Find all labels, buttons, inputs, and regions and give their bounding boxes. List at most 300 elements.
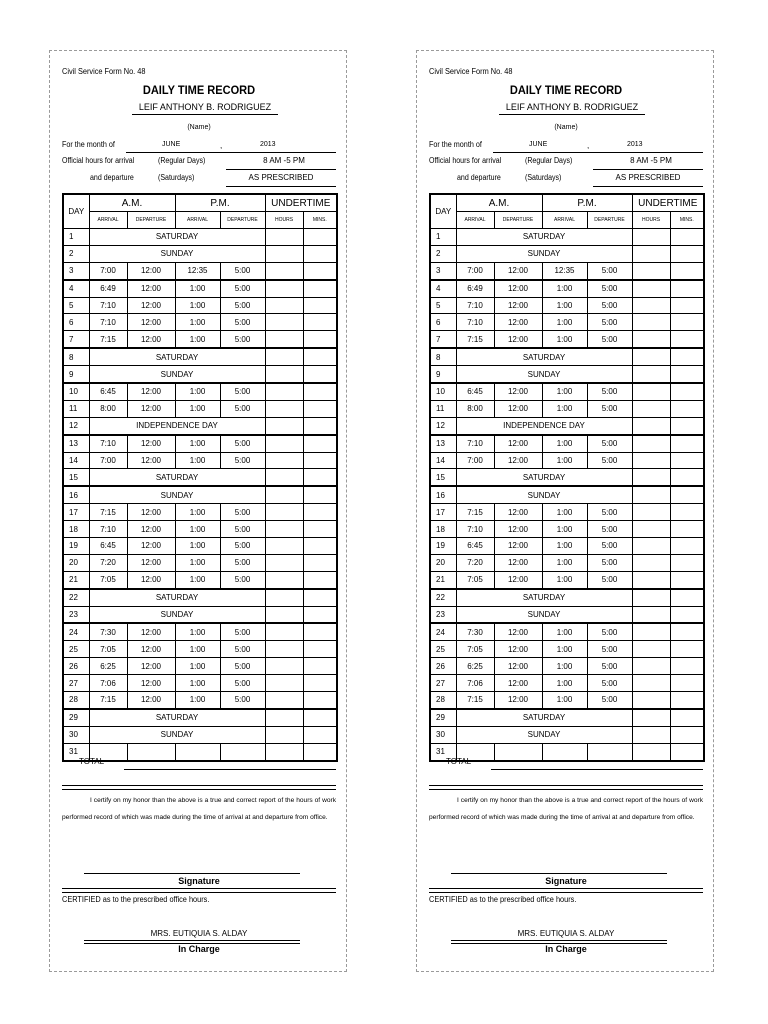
time-record-body — [430, 229, 704, 761]
day-cell: 1 — [63, 229, 89, 246]
saturday-hours-value: AS PRESCRIBED — [248, 173, 314, 182]
saturdays-label: (Saturdays) — [158, 173, 195, 182]
undertime-hours-cell — [632, 383, 670, 400]
day-note-cell: SATURDAY — [89, 469, 265, 486]
pm-departure-cell: 5:00 — [587, 521, 632, 538]
undertime-mins-cell — [303, 606, 337, 623]
day-note-cell: SUNDAY — [456, 606, 632, 623]
am-departure-header: DEPARTURE — [494, 212, 542, 229]
undertime-hours-header: HOURS — [632, 212, 670, 229]
pm-departure-header: DEPARTURE — [220, 212, 265, 229]
table-row — [430, 538, 704, 555]
month-underline — [493, 152, 703, 153]
pm-departure-cell: 5:00 — [220, 675, 265, 692]
pm-departure-cell: 5:00 — [587, 692, 632, 709]
am-arrival-cell: 7:15 — [89, 692, 127, 709]
am-departure-cell: 12:00 — [127, 658, 175, 675]
am-departure-cell: 12:00 — [127, 641, 175, 658]
table-row — [63, 314, 337, 331]
am-arrival-cell: 6:45 — [456, 538, 494, 555]
pm-arrival-cell: 1:00 — [542, 297, 587, 314]
day-cell: 30 — [430, 726, 456, 743]
am-arrival-cell: 7:15 — [89, 504, 127, 521]
certified-text: CERTIFIED as to the prescribed office hours. — [429, 895, 577, 904]
table-row — [430, 314, 704, 331]
pm-departure-cell: 5:00 — [587, 554, 632, 571]
undertime-hours-cell — [632, 675, 670, 692]
undertime-hours-cell — [632, 366, 670, 383]
day-note-cell: SUNDAY — [89, 726, 265, 743]
am-arrival-cell: 7:20 — [456, 554, 494, 571]
am-departure-cell: 12:00 — [494, 383, 542, 400]
am-departure-cell: 12:00 — [127, 452, 175, 469]
month-label: For the month of — [429, 140, 482, 149]
undertime-hours-cell — [632, 554, 670, 571]
day-cell: 15 — [430, 469, 456, 486]
day-cell: 16 — [430, 486, 456, 503]
time-record-table — [429, 193, 705, 762]
time-record-table — [62, 193, 338, 762]
table-row — [430, 400, 704, 417]
pm-arrival-cell: 1:00 — [175, 538, 220, 555]
double-divider — [62, 785, 336, 790]
form-number: Civil Service Form No. 48 — [429, 67, 513, 76]
undertime-hours-cell — [632, 314, 670, 331]
am-arrival-cell: 7:10 — [89, 297, 127, 314]
undertime-hours-cell — [265, 504, 303, 521]
undertime-hours-header: HOURS — [265, 212, 303, 229]
pm-arrival-cell: 1:00 — [542, 504, 587, 521]
table-row — [63, 675, 337, 692]
regular-days-label: (Regular Days) — [158, 156, 206, 165]
am-arrival-cell: 7:05 — [89, 571, 127, 588]
undertime-hours-cell — [265, 641, 303, 658]
undertime-mins-cell — [303, 245, 337, 262]
am-header: A.M. — [89, 194, 175, 212]
day-cell: 10 — [430, 383, 456, 400]
month-value: JUNE — [162, 141, 181, 148]
official-hours-label: Official hours for arrival — [429, 156, 502, 165]
day-cell: 9 — [63, 366, 89, 383]
pm-departure-cell: 5:00 — [587, 504, 632, 521]
day-note-cell: SUNDAY — [456, 486, 632, 503]
pm-departure-cell: 5:00 — [587, 280, 632, 297]
day-cell: 18 — [63, 521, 89, 538]
pm-arrival-header: ARRIVAL — [542, 212, 587, 229]
pm-departure-cell: 5:00 — [587, 571, 632, 588]
undertime-hours-cell — [265, 383, 303, 400]
am-header: A.M. — [456, 194, 542, 212]
saturday-hours-row — [429, 172, 703, 188]
am-arrival-cell: 6:49 — [89, 280, 127, 297]
am-departure-cell: 12:00 — [494, 675, 542, 692]
day-note-cell: SUNDAY — [456, 245, 632, 262]
saturday-hours-underline — [226, 186, 336, 187]
day-note-cell: SATURDAY — [456, 589, 632, 606]
day-cell: 15 — [63, 469, 89, 486]
undertime-mins-cell — [670, 348, 704, 365]
am-departure-cell: 12:00 — [127, 675, 175, 692]
in-charge-name: MRS. EUTIQUIA S. ALDAY — [150, 929, 248, 938]
am-arrival-cell: 7:10 — [456, 435, 494, 452]
am-arrival-cell: 7:20 — [89, 554, 127, 571]
am-departure-cell: 12:00 — [127, 623, 175, 640]
undertime-mins-cell — [670, 658, 704, 675]
undertime-mins-cell — [670, 486, 704, 503]
undertime-mins-cell — [670, 469, 704, 486]
day-note-cell: SUNDAY — [89, 486, 265, 503]
day-note-cell: INDEPENDENCE DAY — [89, 417, 265, 434]
pm-arrival-cell: 1:00 — [175, 521, 220, 538]
undertime-mins-header: MINS. — [303, 212, 337, 229]
pm-arrival-cell: 1:00 — [542, 623, 587, 640]
undertime-mins-cell — [670, 245, 704, 262]
undertime-hours-cell — [632, 469, 670, 486]
day-cell: 31 — [63, 743, 89, 760]
day-cell: 1 — [430, 229, 456, 246]
undertime-hours-cell — [265, 623, 303, 640]
day-cell: 5 — [430, 297, 456, 314]
undertime-hours-cell — [265, 658, 303, 675]
undertime-hours-cell — [632, 538, 670, 555]
table-row — [430, 658, 704, 675]
pm-departure-cell: 5:00 — [587, 538, 632, 555]
undertime-hours-cell — [632, 348, 670, 365]
pm-arrival-cell: 1:00 — [175, 314, 220, 331]
pm-arrival-cell: 1:00 — [542, 400, 587, 417]
day-cell: 4 — [63, 280, 89, 297]
am-departure-cell: 12:00 — [494, 400, 542, 417]
undertime-mins-cell — [670, 521, 704, 538]
undertime-hours-cell — [265, 521, 303, 538]
undertime-hours-cell — [265, 297, 303, 314]
undertime-hours-cell — [632, 417, 670, 434]
undertime-mins-cell — [303, 589, 337, 606]
day-cell: 6 — [430, 314, 456, 331]
table-row — [63, 486, 337, 503]
table-row — [430, 486, 704, 503]
total-label: TOTAL — [79, 757, 105, 766]
day-cell: 26 — [430, 658, 456, 675]
am-arrival-cell: 7:10 — [456, 314, 494, 331]
official-hours-label: Official hours for arrival — [62, 156, 135, 165]
day-cell: 12 — [430, 417, 456, 434]
pm-arrival-cell: 1:00 — [542, 435, 587, 452]
day-cell: 3 — [63, 262, 89, 279]
undertime-hours-cell — [265, 280, 303, 297]
undertime-hours-cell — [632, 726, 670, 743]
table-row — [430, 589, 704, 606]
form-number: Civil Service Form No. 48 — [62, 67, 146, 76]
pm-arrival-cell: 1:00 — [175, 692, 220, 709]
am-arrival-cell: 8:00 — [456, 400, 494, 417]
undertime-mins-cell — [670, 262, 704, 279]
undertime-mins-cell — [670, 571, 704, 588]
signature-line — [451, 873, 667, 874]
undertime-mins-cell — [303, 486, 337, 503]
undertime-hours-cell — [632, 589, 670, 606]
name-label: (Name) — [187, 124, 211, 131]
pm-departure-cell: 5:00 — [220, 262, 265, 279]
am-arrival-cell: 7:00 — [89, 452, 127, 469]
undertime-mins-cell — [303, 229, 337, 246]
undertime-header: UNDERTIME — [632, 194, 704, 212]
pm-departure-cell: 5:00 — [587, 331, 632, 348]
am-departure-cell: 12:00 — [494, 571, 542, 588]
am-arrival-cell: 7:15 — [456, 504, 494, 521]
undertime-hours-cell — [632, 229, 670, 246]
undertime-mins-cell — [303, 435, 337, 452]
am-departure-cell: 12:00 — [494, 504, 542, 521]
pm-arrival-cell: 1:00 — [175, 675, 220, 692]
pm-departure-cell: 5:00 — [220, 641, 265, 658]
am-departure-cell: 12:00 — [127, 383, 175, 400]
table-row — [63, 435, 337, 452]
am-arrival-cell: 7:15 — [456, 331, 494, 348]
day-cell: 11 — [430, 400, 456, 417]
day-note-cell: SUNDAY — [89, 366, 265, 383]
undertime-mins-cell — [670, 692, 704, 709]
regular-hours-value: 8 AM -5 PM — [263, 156, 305, 165]
table-row — [430, 280, 704, 297]
undertime-mins-cell — [303, 400, 337, 417]
am-arrival-cell: 7:10 — [89, 435, 127, 452]
undertime-hours-cell — [632, 641, 670, 658]
am-departure-cell: 12:00 — [494, 623, 542, 640]
day-note-cell: SUNDAY — [456, 726, 632, 743]
undertime-hours-cell — [632, 262, 670, 279]
am-arrival-cell: 6:49 — [456, 280, 494, 297]
pm-departure-cell: 5:00 — [587, 641, 632, 658]
am-departure-cell: 12:00 — [494, 331, 542, 348]
undertime-mins-cell — [670, 452, 704, 469]
undertime-hours-cell — [265, 469, 303, 486]
pm-departure-cell: 5:00 — [587, 452, 632, 469]
day-cell: 20 — [63, 554, 89, 571]
am-arrival-cell: 7:06 — [456, 675, 494, 692]
am-departure-cell: 12:00 — [127, 504, 175, 521]
table-row — [430, 692, 704, 709]
pm-arrival-cell: 1:00 — [175, 383, 220, 400]
pm-departure-cell: 5:00 — [220, 521, 265, 538]
am-departure-cell: 12:00 — [127, 692, 175, 709]
day-cell: 3 — [430, 262, 456, 279]
undertime-hours-cell — [265, 262, 303, 279]
month-label: For the month of — [62, 140, 115, 149]
pm-arrival-cell: 1:00 — [175, 658, 220, 675]
table-row — [430, 262, 704, 279]
day-note-cell: SATURDAY — [456, 709, 632, 726]
undertime-hours-cell — [265, 571, 303, 588]
table-row — [430, 641, 704, 658]
am-departure-cell: 12:00 — [127, 314, 175, 331]
pm-departure-cell: 5:00 — [220, 452, 265, 469]
undertime-mins-cell — [670, 383, 704, 400]
am-arrival-cell: 7:10 — [456, 297, 494, 314]
pm-arrival-cell: 1:00 — [542, 658, 587, 675]
table-row — [430, 331, 704, 348]
undertime-mins-cell — [670, 435, 704, 452]
am-departure-cell: 12:00 — [127, 280, 175, 297]
name-label: (Name) — [554, 124, 578, 131]
total-label: TOTAL — [446, 757, 472, 766]
undertime-mins-cell — [670, 709, 704, 726]
total-row — [62, 757, 336, 769]
total-underline — [124, 769, 336, 770]
day-cell: 18 — [430, 521, 456, 538]
undertime-mins-cell — [303, 521, 337, 538]
table-row — [63, 538, 337, 555]
day-cell: 29 — [430, 709, 456, 726]
time-record-body — [63, 229, 337, 761]
undertime-hours-cell — [632, 297, 670, 314]
table-row — [430, 383, 704, 400]
pm-departure-cell: 5:00 — [587, 623, 632, 640]
table-row — [63, 280, 337, 297]
pm-arrival-cell: 1:00 — [542, 692, 587, 709]
am-arrival-cell: 7:10 — [89, 521, 127, 538]
day-cell: 20 — [430, 554, 456, 571]
am-arrival-cell: 6:45 — [456, 383, 494, 400]
table-row — [63, 400, 337, 417]
table-row — [63, 692, 337, 709]
undertime-mins-cell — [670, 726, 704, 743]
certification-text — [429, 792, 703, 826]
regular-hours-underline — [226, 169, 336, 170]
am-departure-cell: 12:00 — [494, 538, 542, 555]
table-row — [430, 606, 704, 623]
saturdays-label: (Saturdays) — [525, 173, 562, 182]
am-departure-cell: 12:00 — [494, 297, 542, 314]
undertime-hours-cell — [632, 658, 670, 675]
undertime-hours-cell — [265, 675, 303, 692]
pm-arrival-cell: 1:00 — [542, 452, 587, 469]
day-note-cell: SATURDAY — [89, 229, 265, 246]
table-row — [63, 709, 337, 726]
day-cell: 21 — [430, 571, 456, 588]
undertime-mins-cell — [670, 504, 704, 521]
undertime-hours-cell — [265, 331, 303, 348]
undertime-hours-cell — [265, 692, 303, 709]
table-row — [430, 348, 704, 365]
undertime-hours-cell — [265, 229, 303, 246]
day-cell: 14 — [63, 452, 89, 469]
table-row — [430, 245, 704, 262]
undertime-hours-cell — [265, 452, 303, 469]
undertime-mins-cell — [303, 314, 337, 331]
am-departure-cell: 12:00 — [494, 314, 542, 331]
undertime-mins-cell — [670, 280, 704, 297]
am-arrival-cell: 7:15 — [456, 692, 494, 709]
day-cell: 23 — [63, 606, 89, 623]
undertime-hours-cell — [632, 571, 670, 588]
table-row — [63, 331, 337, 348]
day-note-cell: SATURDAY — [456, 348, 632, 365]
day-cell: 8 — [63, 348, 89, 365]
undertime-hours-cell — [632, 504, 670, 521]
undertime-mins-cell — [303, 366, 337, 383]
pm-arrival-cell: 1:00 — [542, 538, 587, 555]
day-note-cell: SATURDAY — [89, 589, 265, 606]
day-cell: 29 — [63, 709, 89, 726]
am-departure-cell: 12:00 — [127, 571, 175, 588]
am-departure-cell: 12:00 — [127, 297, 175, 314]
signature-label: Signature — [178, 876, 220, 886]
day-note-cell: SATURDAY — [89, 709, 265, 726]
table-row — [430, 521, 704, 538]
pm-departure-cell: 5:00 — [220, 400, 265, 417]
table-row — [63, 571, 337, 588]
am-departure-cell: 12:00 — [494, 692, 542, 709]
undertime-hours-cell — [632, 606, 670, 623]
day-cell: 19 — [63, 538, 89, 555]
day-cell: 30 — [63, 726, 89, 743]
day-cell: 17 — [430, 504, 456, 521]
month-year-separator: , — [587, 141, 590, 150]
undertime-mins-cell — [670, 538, 704, 555]
undertime-hours-cell — [265, 400, 303, 417]
dtr-form-right — [416, 50, 714, 972]
pm-departure-cell: 5:00 — [220, 658, 265, 675]
undertime-hours-cell — [265, 538, 303, 555]
am-arrival-cell: 7:05 — [456, 641, 494, 658]
am-arrival-cell: 7:05 — [89, 641, 127, 658]
pm-arrival-cell: 1:00 — [175, 400, 220, 417]
pm-arrival-cell: 1:00 — [542, 314, 587, 331]
am-arrival-cell: 7:05 — [456, 571, 494, 588]
regular-hours-row — [429, 155, 703, 171]
am-arrival-cell: 7:00 — [456, 262, 494, 279]
day-cell: 9 — [430, 366, 456, 383]
pm-header: P.M. — [542, 194, 632, 212]
am-departure-cell: 12:00 — [494, 658, 542, 675]
undertime-mins-cell — [303, 641, 337, 658]
day-cell: 22 — [63, 589, 89, 606]
day-note-cell: INDEPENDENCE DAY — [456, 417, 632, 434]
pm-arrival-cell: 1:00 — [175, 452, 220, 469]
day-cell: 27 — [63, 675, 89, 692]
table-row — [63, 521, 337, 538]
pm-arrival-cell: 1:00 — [542, 280, 587, 297]
undertime-mins-cell — [670, 400, 704, 417]
pm-departure-cell: 5:00 — [220, 692, 265, 709]
total-row — [429, 757, 703, 769]
am-arrival-cell: 7:00 — [456, 452, 494, 469]
table-row — [430, 726, 704, 743]
pm-arrival-cell: 1:00 — [542, 571, 587, 588]
am-arrival-cell: 7:10 — [456, 521, 494, 538]
table-row — [63, 417, 337, 434]
pm-departure-cell: 5:00 — [220, 435, 265, 452]
day-cell: 6 — [63, 314, 89, 331]
month-row — [429, 140, 703, 154]
certified-text: CERTIFIED as to the prescribed office hours. — [62, 895, 210, 904]
table-row — [63, 554, 337, 571]
saturday-hours-row — [62, 172, 336, 188]
am-departure-cell: 12:00 — [127, 331, 175, 348]
day-note-cell: SUNDAY — [456, 366, 632, 383]
pm-arrival-cell: 1:00 — [542, 675, 587, 692]
form-title: DAILY TIME RECORD — [509, 83, 623, 97]
pm-arrival-header: ARRIVAL — [175, 212, 220, 229]
regular-days-label: (Regular Days) — [525, 156, 573, 165]
undertime-mins-cell — [303, 675, 337, 692]
undertime-header: UNDERTIME — [265, 194, 337, 212]
pm-arrival-cell: 1:00 — [542, 383, 587, 400]
undertime-mins-cell — [670, 589, 704, 606]
undertime-mins-cell — [303, 571, 337, 588]
employee-name: LEIF ANTHONY B. RODRIGUEZ — [499, 102, 645, 115]
